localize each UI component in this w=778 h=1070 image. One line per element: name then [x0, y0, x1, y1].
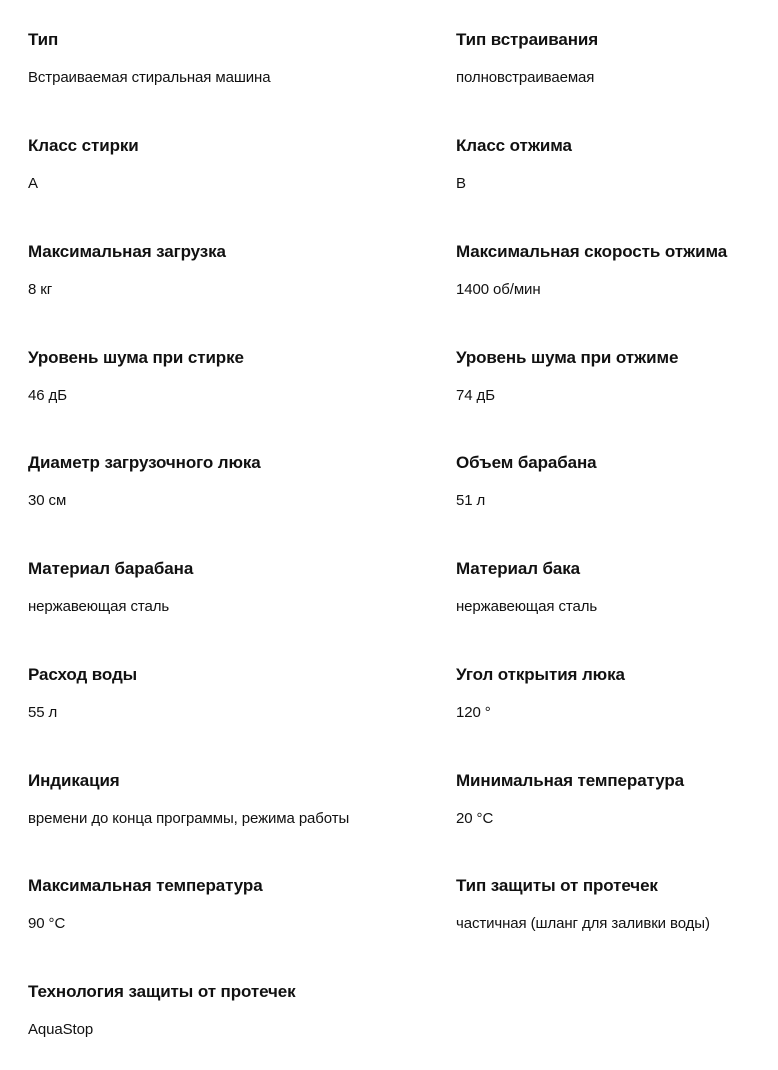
spec-type	[28, 29, 388, 88]
spec-label: Класс стирки	[28, 136, 139, 155]
spec-max-spin-speed	[456, 241, 774, 300]
spec-value: 120 °	[456, 704, 491, 721]
spec-label: Уровень шума при отжиме	[456, 348, 679, 367]
spec-value: 8 кг	[28, 281, 53, 298]
spec-value: AquaStop	[28, 1021, 94, 1038]
spec-max-temp	[28, 875, 388, 934]
spec-value: 46 дБ	[28, 387, 67, 404]
spec-label: Максимальная скорость отжима	[456, 242, 728, 261]
spec-value: 30 см	[28, 492, 67, 509]
spec-value: 51 л	[456, 492, 486, 509]
spec-hatch-diameter	[28, 452, 388, 511]
spec-leak-protection-type	[456, 875, 774, 934]
spec-value: 20 °C	[456, 810, 494, 827]
spec-value: 90 °C	[28, 915, 66, 932]
spec-tank-material	[456, 558, 774, 617]
spec-value: 74 дБ	[456, 387, 495, 404]
spec-value: B	[456, 175, 466, 192]
spec-indication	[28, 770, 388, 829]
spec-label: Материал бака	[456, 559, 581, 578]
spec-label: Класс отжима	[456, 136, 572, 155]
spec-label: Диаметр загрузочного люка	[28, 453, 261, 472]
spec-noise-spin	[456, 347, 774, 406]
spec-value: времени до конца программы, режима работы	[28, 810, 350, 827]
spec-label: Угол открытия люка	[456, 665, 625, 684]
spec-label: Тип защиты от протечек	[456, 876, 658, 895]
spec-label: Технология защиты от протечек	[28, 982, 296, 1001]
spec-hatch-angle	[456, 664, 774, 723]
spec-leak-protection-tech	[28, 981, 388, 1040]
spec-label: Тип	[28, 30, 59, 49]
spec-value: частичная (шланг для заливки воды)	[456, 915, 710, 932]
spec-label: Тип встраивания	[456, 30, 599, 49]
spec-value: полновстраиваемая	[456, 69, 595, 86]
spec-value: 1400 об/мин	[456, 281, 541, 298]
spec-min-temp	[456, 770, 774, 829]
spec-water-consumption	[28, 664, 388, 723]
spec-build-type	[456, 29, 774, 88]
spec-label: Уровень шума при стирке	[28, 348, 244, 367]
spec-noise-wash	[28, 347, 388, 406]
spec-label: Максимальная загрузка	[28, 242, 226, 261]
spec-value: A	[28, 175, 38, 192]
spec-label: Материал барабана	[28, 559, 194, 578]
spec-label: Объем барабана	[456, 453, 597, 472]
spec-label: Минимальная температура	[456, 771, 684, 790]
spec-value: нержавеющая сталь	[28, 598, 170, 615]
spec-label: Максимальная температура	[28, 876, 263, 895]
spec-label: Расход воды	[28, 665, 138, 684]
spec-spin-class	[456, 135, 774, 194]
spec-value: Встраиваемая стиральная машина	[28, 69, 271, 86]
spec-value: нержавеющая сталь	[456, 598, 598, 615]
spec-drum-material	[28, 558, 388, 617]
spec-wash-class	[28, 135, 388, 194]
spec-label: Индикация	[28, 771, 120, 790]
spec-drum-volume	[456, 452, 774, 511]
spec-value: 55 л	[28, 704, 58, 721]
spec-max-load	[28, 241, 388, 300]
